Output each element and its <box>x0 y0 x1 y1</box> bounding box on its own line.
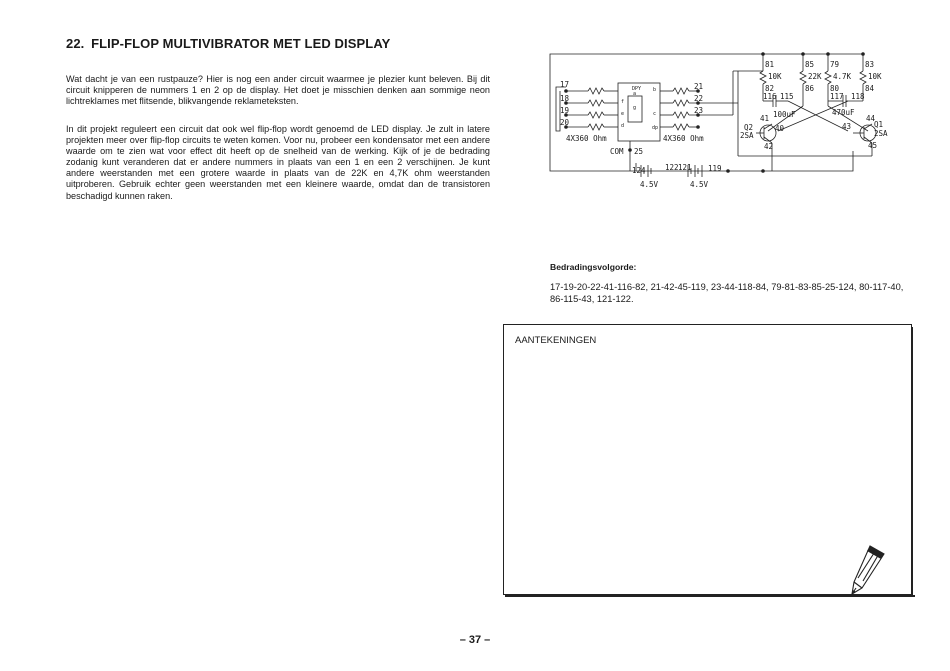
terminal-118: 118 <box>851 92 865 101</box>
resistor-pack-right-label: 4X360 Ohm <box>663 134 704 143</box>
terminal-79: 79 <box>830 60 840 69</box>
terminal-22: 22 <box>694 94 704 103</box>
explanation-paragraph: In dit projekt reguleert een circuit dat ook wel flip-flop wordt genoemd de LED display. Je zult in latere projekten meer over flip-flop circuits te weten komen. Voor nu, probeer een kondensator met een andere waarde om te zien wat voor effect dit heeft op de snelheid van de werking. Kijk of je de bedrading zodanig kunt veranderen dat er andere nummers in plaats van een 1 en een 2 verschijnen. Je kunt andere weerstanden met een grotere waarde in plaats van de 22K en 4,7K ohm weerstanden uitproberen. Gebruik echter geen weerstanden met een kleinere waarde, omdat dan de transistoren beschadigd kunnen raken. <box>66 124 490 201</box>
transistor-q1-type: 2SA <box>874 129 888 138</box>
resistor-r4-value: 10K <box>868 72 882 81</box>
terminal-41: 41 <box>760 114 770 123</box>
terminal-21: 21 <box>694 82 704 91</box>
terminal-18: 18 <box>560 94 570 103</box>
project-title: FLIP-FLOP MULTIVIBRATOR MET LED DISPLAY <box>91 36 391 51</box>
terminal-80: 80 <box>830 84 840 93</box>
intro-paragraph: Wat dacht je van een rustpauze? Hier is nog een ander circuit waarmee je plezier kunt beleven. Bij dit circuit knipperen de nummers 1 en 2 op de display. Het doet je misschien denken aan sommige neon lichtreklames met flitsende, blikvangende reklameteksten. <box>66 74 490 107</box>
segment-a: a <box>633 91 637 97</box>
terminal-124: 124 <box>632 166 646 175</box>
terminal-43: 43 <box>842 122 852 131</box>
resistor-r3-value: 4.7K <box>833 72 852 81</box>
display-label: DPY <box>632 86 642 92</box>
notes-box-shadow-side <box>911 327 913 597</box>
terminal-119: 119 <box>708 164 722 173</box>
battery-b1-value: 4.5V <box>640 180 659 189</box>
terminal-122: 122 <box>665 163 679 172</box>
capacitor-c1-value: 100uF <box>773 110 796 119</box>
capacitor-c2-value: 470uF <box>832 108 855 117</box>
segment-f: f <box>621 99 625 105</box>
com-label: COM <box>610 147 624 156</box>
transistor-q1-name: Q1 <box>874 120 884 129</box>
segment-b: b <box>653 87 657 93</box>
terminal-44: 44 <box>866 114 876 123</box>
battery-b2-value: 4.5V <box>690 180 709 189</box>
project-number: 22. <box>66 36 85 51</box>
wiring-sequence: 17-19-20-22-41-116-82, 21-42-45-119, 23-44-118-84, 79-81-83-85-25-124, 80-117-40, 86-115-43, 121-122. <box>550 282 904 304</box>
transistor-q2-name: Q2 <box>744 123 754 132</box>
page-title <box>66 36 390 51</box>
segment-g: g <box>633 105 637 111</box>
segment-c: c <box>653 111 657 117</box>
terminal-81: 81 <box>765 60 775 69</box>
terminal-42: 42 <box>764 142 774 151</box>
terminal-86: 86 <box>805 84 815 93</box>
segment-dp: dp <box>652 125 659 131</box>
terminal-83: 83 <box>865 60 875 69</box>
circuit-schematic <box>548 51 918 203</box>
terminal-25: 25 <box>634 147 644 156</box>
resistor-pack-left-label: 4X360 Ohm <box>566 134 607 143</box>
page-number: – 37 – <box>459 634 491 646</box>
segment-e: e <box>621 111 625 117</box>
pencil-icon <box>844 540 890 596</box>
terminal-23: 23 <box>694 106 704 115</box>
terminal-84: 84 <box>865 84 875 93</box>
terminal-121: 121 <box>678 163 692 172</box>
notes-label: AANTEKENINGEN <box>515 335 597 346</box>
terminal-117: 117 <box>830 92 844 101</box>
terminal-116: 116 <box>763 92 777 101</box>
terminal-40: 40 <box>775 124 785 133</box>
terminal-45: 45 <box>868 141 878 150</box>
transistor-q2-type: 2SA <box>740 131 754 140</box>
terminal-85: 85 <box>805 60 815 69</box>
segment-d: d <box>621 123 625 129</box>
wiring-sequence-title: Bedradingsvolgorde: <box>550 262 637 272</box>
terminal-17: 17 <box>560 80 570 89</box>
resistor-r1-value: 10K <box>768 72 782 81</box>
terminal-82: 82 <box>765 84 775 93</box>
terminal-19: 19 <box>560 106 570 115</box>
terminal-115: 115 <box>780 92 794 101</box>
terminal-20: 20 <box>560 118 570 127</box>
resistor-r2-value: 22K <box>808 72 822 81</box>
